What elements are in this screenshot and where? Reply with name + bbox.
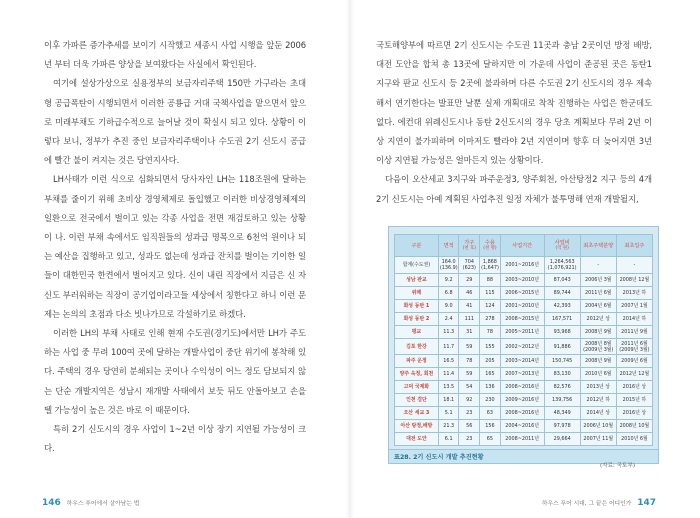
table-cell-period: 2004~2016년 xyxy=(500,420,544,433)
table-cell-period: 2001~2016년 xyxy=(500,257,544,274)
table-cell-population: 156 xyxy=(480,420,501,433)
table-cell-first-move: 2016년 상 xyxy=(616,407,652,420)
table-cell-period: 2006~2015년 xyxy=(500,287,544,300)
table-cell-households: 704 (623) xyxy=(459,257,480,274)
table-cell-households: 23 xyxy=(459,433,480,446)
development-status-table xyxy=(394,234,653,446)
left-paragraph: 이러한 LH의 부채 사태로 인해 현재 수도권(경기도)에서만 LH가 주도하는 사업 중 무려 100여 곳에 달하는 개발사업이 중단 위기에 봉착해 있다. 주택의 경우 당연히 분쇄되는 곳이나 수익성이 어느 정도 담보되지 않는 단순 개발지역은 성남시 재개발 사태에서 보듯 뒤도 안돌아보고 손을 뗄 가능성이 높은 것은 바로 이 때문이다. xyxy=(44,328,306,415)
table-cell-area: 164.0 (136.9) xyxy=(438,257,459,274)
table-row xyxy=(395,313,653,326)
table-cell-first-move: 2015년 하 xyxy=(616,394,652,407)
table-header-cell xyxy=(438,235,459,257)
table-cell-name: 파주 운정 xyxy=(395,355,439,368)
table-cell-first-sale: 2007년 11월 xyxy=(580,433,616,446)
table-cell-name: 양주 옥정, 회천 xyxy=(395,368,439,381)
table-cell-first-move: 2011년 9월 xyxy=(616,326,652,339)
table-cell-period: 2008~2016년 xyxy=(500,381,544,394)
table-cell-first-move: 2009년 6월 xyxy=(616,355,652,368)
table-cell-first-sale: 2014년 상 xyxy=(580,407,616,420)
table-row xyxy=(395,368,653,381)
table-cell-name: 성남 판교 xyxy=(395,274,439,287)
table-row xyxy=(395,381,653,394)
table-cell-population: 278 xyxy=(480,313,501,326)
table-cell-period: 2008~2011년 xyxy=(500,433,544,446)
table-cell-first-sale: 2011년 6월 xyxy=(580,287,616,300)
table-row xyxy=(395,287,653,300)
left-footer xyxy=(42,498,143,508)
table-cell-households: 54 xyxy=(459,381,480,394)
table-header-label: 구분 xyxy=(411,242,422,249)
table-cell-area: 16.5 xyxy=(438,355,459,368)
table-row xyxy=(395,355,653,368)
table-cell-name: 화성 동탄 2 xyxy=(395,313,439,326)
table-cell-area: 18.1 xyxy=(438,394,459,407)
table-row xyxy=(395,300,653,313)
table-cell-first-move: 2016년 상 xyxy=(616,381,652,394)
table-cell-name: 아산 탕정,배방 xyxy=(395,420,439,433)
table-cell-first-sale: 2006년 10월 xyxy=(580,420,616,433)
table-cell-name: 위례 xyxy=(395,287,439,300)
table-row xyxy=(395,257,653,274)
table-cell-period: 2001~2010년 xyxy=(500,300,544,313)
right-footer xyxy=(538,498,656,508)
table-cell-cost: 42,393 xyxy=(544,300,580,313)
table-cell-first-sale: 2004년 6월 xyxy=(580,300,616,313)
table-cell-population: 88 xyxy=(480,274,501,287)
table-cell-households: 23 xyxy=(459,407,480,420)
right-running-title: 하우스 푸어 시대, 그 끝은 어디인가 xyxy=(541,501,632,507)
table-cell-cost: 89,744 xyxy=(544,287,580,300)
table-cell-period: 2008~2015년 xyxy=(500,313,544,326)
table-cell-name: 대전 도안 xyxy=(395,433,439,446)
table-header-cell xyxy=(616,235,652,257)
table-cell-period: 2009~2016년 xyxy=(500,394,544,407)
table-cell-households: 59 xyxy=(459,339,480,355)
table-cell-first-move: 2014년 하 xyxy=(616,313,652,326)
table-header-unit: (천 명) xyxy=(483,245,497,251)
table-panel xyxy=(388,226,659,464)
table-cell-name: 김포 한강 xyxy=(395,339,439,355)
left-text-column xyxy=(44,36,306,458)
table-header-cell xyxy=(395,235,439,257)
table-header-label: 면적 xyxy=(443,242,454,249)
table-cell-period: 2008~2016년 xyxy=(500,407,544,420)
table-cell-first-move: 2008년 10월 xyxy=(616,420,652,433)
table-cell-cost: 29,664 xyxy=(544,433,580,446)
table-cell-population: 1,868 (1,647) xyxy=(480,257,501,274)
table-cell-period: 2002~2012년 xyxy=(500,339,544,355)
table-cell-period: 2003~2010년 xyxy=(500,274,544,287)
table-cell-cost: 48,349 xyxy=(544,407,580,420)
table-cell-first-move: 2012년 12월 xyxy=(616,368,652,381)
table-cell-area: 11.3 xyxy=(438,326,459,339)
table-cell-cost: 83,130 xyxy=(544,368,580,381)
table-cell-name: 화성 동탄 1 xyxy=(395,300,439,313)
table-cell-first-move: 2008년 12월 xyxy=(616,274,652,287)
table-row xyxy=(395,339,653,355)
table-cell-first-sale: 2008년 9월 xyxy=(580,326,616,339)
left-paragraph: LH사태가 이런 식으로 심화되면서 당사자인 LH는 118조원에 달하는 부채를 줄이기 위해 초비상 경영체제로 돌입했고 이러한 비상경영체제의 일환으로 전국에서 벌이고 있는 각종 사업을 전면 재검토하고 있는 상황이 나. 이런 부채 속에서도 임직원들의 성과급 명목으로 6천억 원이나 되는 예산을 집행하고 있고, 성과도 없는데 성과급 잔치를 벌이는 기이한 일들이 대한민국 한켠에서 벌어지고 있다. 신이 내린 직장에서 지금은 신 자신도 부러워하는 직장이 공기업이라고들 세상에서 칭한다고 하니 이런 문제는 논의의 초점과 다소 빗나가므로 각설하기로 하겠다. xyxy=(44,174,306,319)
table-cell-households: 92 xyxy=(459,394,480,407)
table-cell-cost: 150,745 xyxy=(544,355,580,368)
table-cell-first-move: 2010년 6월 xyxy=(616,433,652,446)
right-page-number: 147 xyxy=(637,498,656,508)
table-row xyxy=(395,394,653,407)
table-cell-cost: 93,968 xyxy=(544,326,580,339)
table-cell-area: 2.4 xyxy=(438,313,459,326)
right-text-column xyxy=(376,36,652,209)
table-cell-name: 고덕 국제화 xyxy=(395,381,439,394)
table-cell-cost: 87,043 xyxy=(544,274,580,287)
table-header-label: 가구 xyxy=(464,239,475,246)
table-cell-area: 9.2 xyxy=(438,274,459,287)
table-header-cell xyxy=(500,235,544,257)
table-header-label: 사업기간 xyxy=(512,242,533,249)
table-cell-cost: 167,571 xyxy=(544,313,580,326)
table-cell-cost: 139,756 xyxy=(544,394,580,407)
table-header-unit: (천 호) xyxy=(462,245,476,251)
left-paragraph: 여기에 설상가상으로 실용정부의 보금자리주택 150만 가구라는 초대형 공급폭탄이 시행되면서 이러한 공룡급 거대 국책사업을 맡으면서 앞으로 미래부채도 기하급수적으로 늘어날 것이 확실시 되고 있다. 상황이 이렇다 보니, 정부가 추진 중인 보금자리주택이나 수도권 2기 신도시 공급에 빨간 불이 켜지는 것은 당연지사다. xyxy=(44,78,306,166)
table-cell-first-sale: 2008년 8월 (2009년 3월) xyxy=(580,339,616,355)
table-row xyxy=(395,407,653,420)
table-cell-name: 평교 xyxy=(395,326,439,339)
table-cell-name: 인천 검단 xyxy=(395,394,439,407)
table-cell-cost: 91,886 xyxy=(544,339,580,355)
table-cell-period: 2007~2013년 xyxy=(500,368,544,381)
left-paragraph: 특히 2기 신도시의 경우 사업이 1~2년 이상 장기 지연될 가능성이 크다. xyxy=(44,424,306,454)
left-paragraph: 이후 가파른 증가추세를 보이기 시작했고 세종시 사업 시행을 앞둔 2006년 부터 더욱 가파른 양상을 보여왔다는 사실에서 확인된다. xyxy=(44,40,306,70)
table-cell-population: 124 xyxy=(480,300,501,313)
table-row xyxy=(395,420,653,433)
table-cell-cost: 82,576 xyxy=(544,381,580,394)
table-cell-area: 5.1 xyxy=(438,407,459,420)
table-cell-first-move: 2011년 6월 (2009년 3월) xyxy=(616,339,652,355)
table-cell-first-sale: 2010년 6월 xyxy=(580,368,616,381)
table-row xyxy=(395,433,653,446)
right-paragraph: 국토해양부에 따르면 2기 신도시는 수도권 11곳과 충남 2곳이던 방정 배방, 대전 도안을 합쳐 총 13곳에 달하지만 이 가운데 사업이 준공된 곳은 동탄1 지구와 판교 신도시 등 2곳에 불과하며 다른 수도권 2기 신도시의 경우 제속해서 연기한다는 발표만 날뿐 실제 개획대로 착착 진행하는 사업은 한군데도 없다. 에컨대 위례신도시나 동탄 2신도시의 경우 당초 계획보다 무려 2년 이상 지연이 불가피하며 이마저도 빨라야 2년 지연이며 향후 더 늦어지면 3년 이상 지연될 가능성은 얼마든지 있는 상황이다. xyxy=(376,40,652,166)
table-header-label: 사업비 xyxy=(554,239,570,246)
table-cell-population: 165 xyxy=(480,368,501,381)
table-cell-households: 78 xyxy=(459,355,480,368)
right-page xyxy=(350,0,700,518)
table-header-row xyxy=(395,235,653,257)
table-header-label: 수용 xyxy=(484,239,495,246)
table-cell-households: 59 xyxy=(459,368,480,381)
table-cell-first-sale: - xyxy=(580,257,616,274)
table-cell-first-sale: 2006년 3월 xyxy=(580,274,616,287)
table-cell-households: 46 xyxy=(459,287,480,300)
table-cell-area: 6.1 xyxy=(438,433,459,446)
table-cell-population: 65 xyxy=(480,433,501,446)
table-header-cell xyxy=(580,235,616,257)
table-cell-first-move: - xyxy=(616,257,652,274)
right-paragraph: 다음이 오산세교 3지구와 파주운정3, 양주회천, 아산탕정2 지구 등의 4개 2기 신도시는 아예 계획된 사업추진 일정 자체가 불투명해 연재 개발될지, xyxy=(376,174,652,204)
table-cell-area: 21.3 xyxy=(438,420,459,433)
table-cell-population: 78 xyxy=(480,326,501,339)
table-header-unit: (억 원) xyxy=(555,245,569,251)
table-cell-area: 6.8 xyxy=(438,287,459,300)
table-cell-first-sale: 2012년 상 xyxy=(580,313,616,326)
table-cell-first-sale: 2008년 9월 xyxy=(580,355,616,368)
table-cell-first-move: 2013년 하 xyxy=(616,287,652,300)
left-page-number: 146 xyxy=(42,498,61,508)
table-cell-population: 230 xyxy=(480,394,501,407)
table-cell-population: 115 xyxy=(480,287,501,300)
table-cell-cost: 1,264,563 (1,076,921) xyxy=(544,257,580,274)
table-header-label: 최초입주 xyxy=(624,242,645,249)
table-cell-area: 11.7 xyxy=(438,339,459,355)
table-header-cell xyxy=(459,235,480,257)
table-header-label: 최초주택분양 xyxy=(583,242,614,249)
table-cell-area: 9.0 xyxy=(438,300,459,313)
table-cell-households: 29 xyxy=(459,274,480,287)
table-cell-first-move: 2007년 1월 xyxy=(616,300,652,313)
table-caption: 표28. 2기 신도시 개발 추진현황 xyxy=(389,449,658,463)
table-cell-population: 136 xyxy=(480,381,501,394)
table-cell-cost: 97,978 xyxy=(544,420,580,433)
table-cell-first-sale: 2012년 하 xyxy=(580,394,616,407)
table-cell-first-sale: 2013년 상 xyxy=(580,381,616,394)
table-header-cell xyxy=(544,235,580,257)
table-cell-population: 63 xyxy=(480,407,501,420)
table-header-cell xyxy=(480,235,501,257)
table-body xyxy=(395,257,653,446)
table-cell-population: 205 xyxy=(480,355,501,368)
table-source: (자료: 국토부) xyxy=(600,463,636,469)
table-row xyxy=(395,274,653,287)
table-cell-area: 13.5 xyxy=(438,381,459,394)
table-cell-period: 2003~2014년 xyxy=(500,355,544,368)
table-cell-households: 41 xyxy=(459,300,480,313)
table-cell-period: 2005~2011년 xyxy=(500,326,544,339)
table-cell-name: 오산 세교 3 xyxy=(395,407,439,420)
table-cell-area: 11.4 xyxy=(438,368,459,381)
table-row xyxy=(395,326,653,339)
left-running-title: 하우스 푸어에서 살아남는 법 xyxy=(66,501,140,507)
table-cell-name: 합계(수도권) xyxy=(395,257,439,274)
table-cell-population: 155 xyxy=(480,339,501,355)
table-cell-households: 31 xyxy=(459,326,480,339)
table-cell-households: 111 xyxy=(459,313,480,326)
table-cell-households: 56 xyxy=(459,420,480,433)
